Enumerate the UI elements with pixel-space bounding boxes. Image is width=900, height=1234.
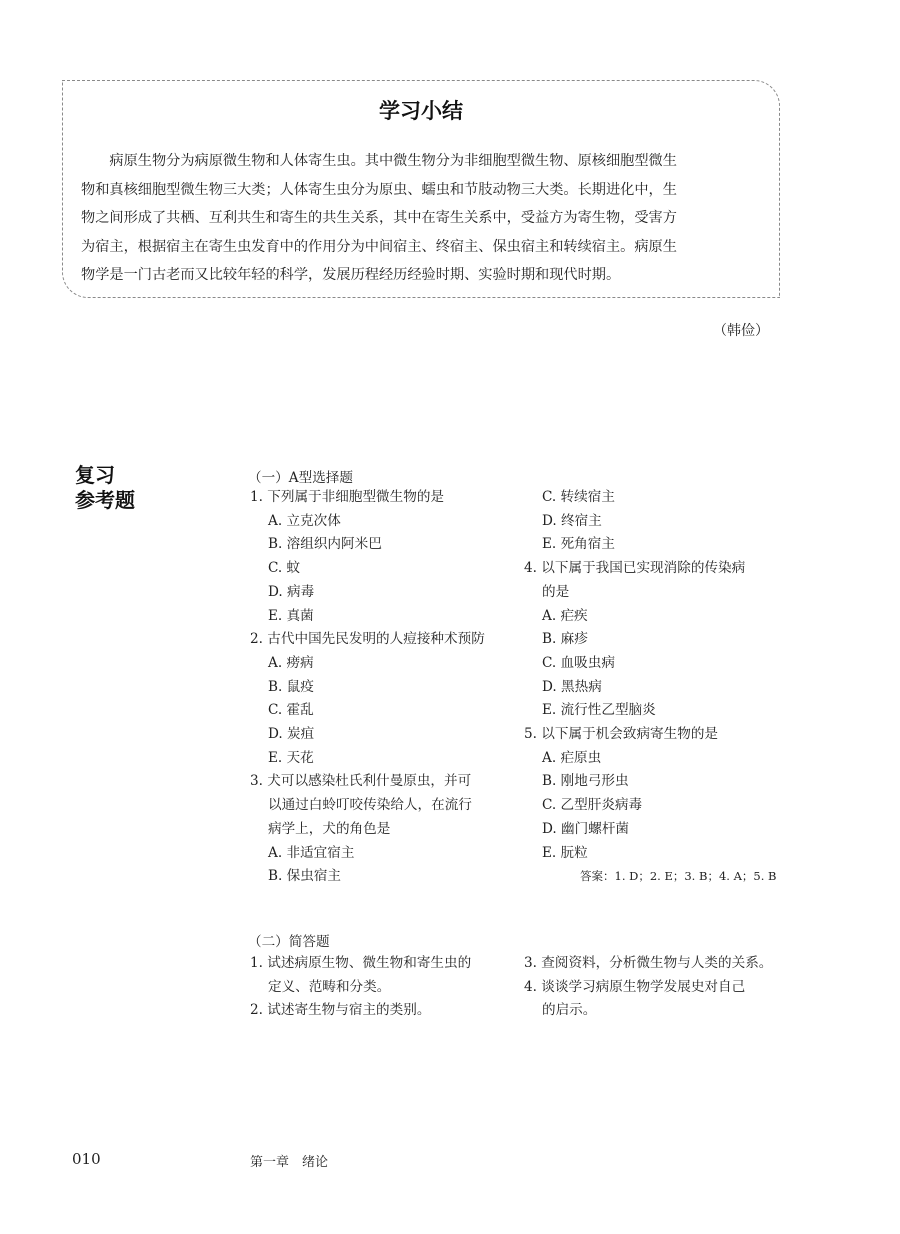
option: C. 血吸虫病 [542, 654, 615, 671]
option: E. 死角宿主 [542, 536, 615, 553]
option: B. 刚地弓形虫 [542, 773, 629, 790]
summary-line: 物之间形成了共栖、互利共生和寄生的共生关系，其中在寄生关系中，受益方为寄生物，受害方 [81, 210, 677, 227]
chapter-title: 第一章 绪论 [250, 1155, 329, 1170]
option: D. 炭疽 [268, 726, 315, 743]
option: E. 朊粒 [542, 844, 588, 861]
option: E. 天花 [268, 749, 314, 766]
summary-line: 为宿主，根据宿主在寄生虫发育中的作用分为中间宿主、终宿主、保虫宿主和转续宿主。病原生 [81, 238, 677, 255]
short-answer-column-left [250, 952, 471, 1023]
section-title-short-answer: （二）简答题 [248, 934, 330, 950]
option: C. 乙型肝炎病毒 [542, 797, 643, 814]
option: E. 流行性乙型脑炎 [542, 702, 656, 719]
question-column-right [524, 486, 745, 865]
summary-line: 物和真核细胞型微生物三大类；人体寄生虫分为原虫、蠕虫和节肢动物三大类。长期进化中，生 [81, 181, 677, 198]
option: A. 疟原虫 [542, 749, 602, 766]
question-text: 1. 试述病原生物、微生物和寄生虫的 [250, 955, 472, 971]
page-number: 010 [72, 1150, 101, 1168]
option: D. 终宿主 [542, 512, 602, 529]
question-text-continued: 定义、范畴和分类。 [268, 978, 391, 995]
summary-title: 学习小结 [379, 99, 463, 123]
option: B. 保虫宿主 [268, 868, 342, 885]
question-text: 3. 犬可以感染杜氏利什曼原虫，并可 [250, 773, 472, 790]
option: C. 蚊 [268, 560, 301, 577]
option: B. 鼠疫 [268, 678, 314, 695]
question-column-left [250, 486, 485, 889]
summary-box [62, 80, 780, 298]
option: A. 疟疾 [542, 607, 588, 624]
option: D. 幽门螺杆菌 [542, 820, 630, 837]
question-text-continued: 病学上，犬的角色是 [268, 820, 391, 837]
option: A. 立克次体 [268, 512, 341, 529]
short-answer-column-right [524, 952, 772, 1023]
section-title-multiple-choice: （一）A型选择题 [248, 470, 353, 486]
question-text-continued: 的启示。 [542, 1002, 597, 1019]
answer-key: 答案：1. D；2. E；3. B；4. A；5. B [580, 869, 777, 883]
question-text-continued: 的是 [542, 583, 570, 600]
option: B. 麻疹 [542, 631, 588, 648]
question-text: 4. 谈谈学习病原生物学发展史对自己 [524, 978, 746, 995]
review-heading-line1: 复习 [75, 463, 115, 487]
question-text: 2. 古代中国先民发明的人痘接种术预防 [250, 631, 485, 648]
question-text: 3. 查阅资料，分析微生物与人类的关系。 [524, 955, 773, 971]
option: A. 非适宜宿主 [268, 844, 355, 861]
question-text: 1. 下列属于非细胞型微生物的是 [250, 489, 445, 505]
summary-line: 物学是一门古老而又比较年轻的科学，发展历程经历经验时期、实验时期和现代时期。 [81, 267, 621, 284]
option: E. 真菌 [268, 607, 314, 624]
question-text: 2. 试述寄生物与宿主的类别。 [250, 1002, 431, 1019]
option: D. 黑热病 [542, 678, 602, 695]
option: D. 病毒 [268, 583, 315, 600]
summary-line: 病原生物分为病原微生物和人体寄生虫。其中微生物分为非细胞型微生物、原核细胞型微生 [81, 153, 677, 169]
question-text: 4. 以下属于我国已实现消除的传染病 [524, 560, 746, 577]
review-heading-line2: 参考题 [75, 488, 135, 512]
option: A. 痨病 [268, 654, 314, 671]
question-text-continued: 以通过白蛉叮咬传染给人，在流行 [268, 797, 472, 814]
author: （韩俭） [713, 323, 769, 339]
option: C. 转续宿主 [542, 489, 615, 505]
option: B. 溶组织内阿米巴 [268, 536, 382, 553]
summary-body [81, 147, 765, 290]
option: C. 霍乱 [268, 702, 314, 719]
question-text: 5. 以下属于机会致病寄生物的是 [524, 726, 719, 743]
review-heading [75, 463, 135, 513]
